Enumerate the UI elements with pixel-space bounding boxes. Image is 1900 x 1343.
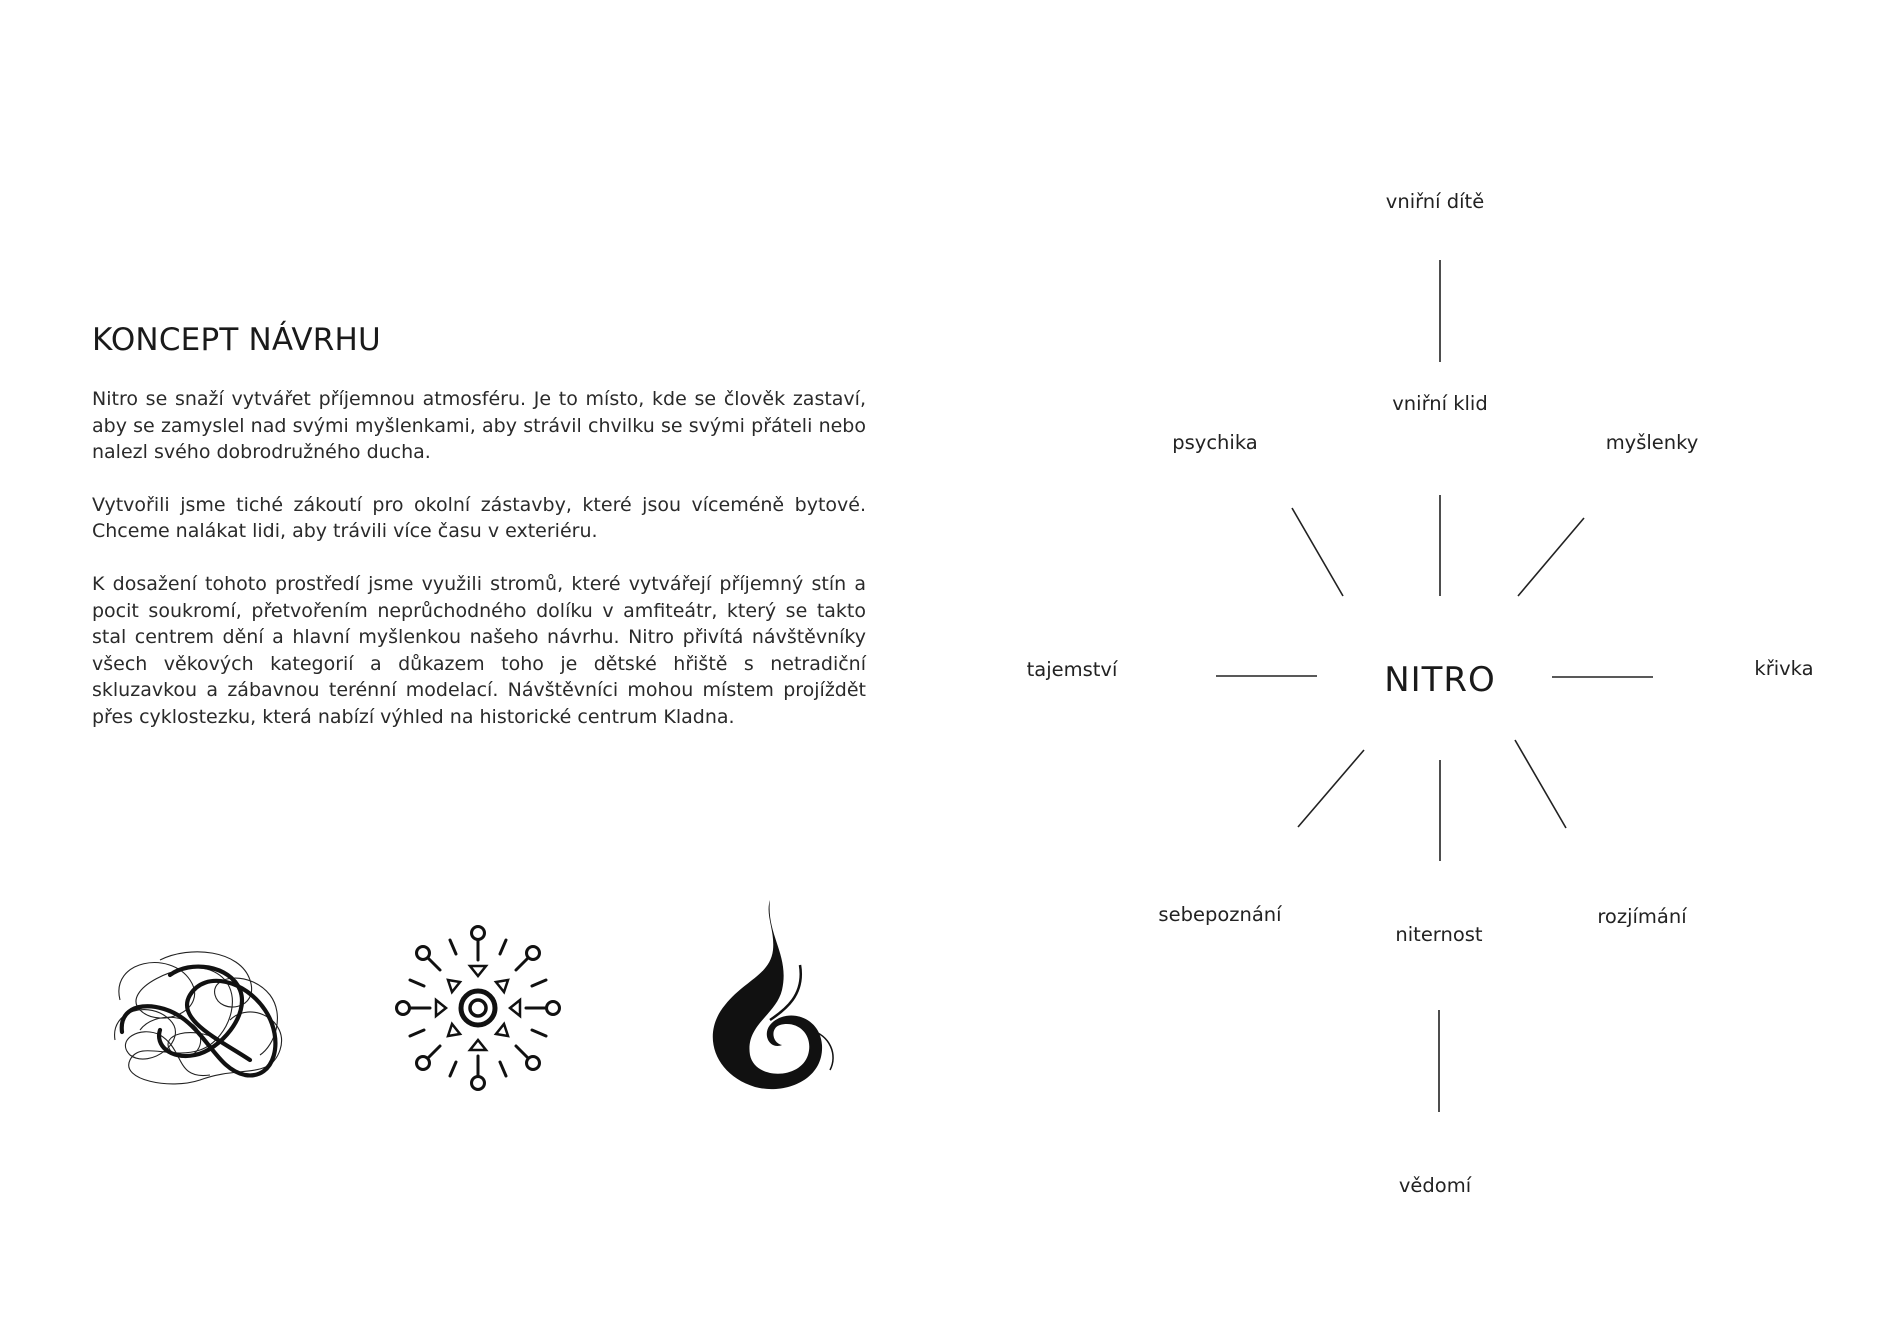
page-title: KONCEPT NÁVRHU [92, 322, 381, 358]
label-vnitrni-klid: vniřní klid [1392, 392, 1488, 415]
label-vnitrni-dite: vniřní dítě [1385, 190, 1485, 213]
label-tajemstvi: tajemství [1026, 658, 1118, 681]
spoke-upper-left [1292, 508, 1343, 596]
label-psychika: psychika [1172, 431, 1258, 454]
paragraph-1: Nitro se snaží vytvářet příjemnou atmosféru. Je to místo, kde se člověk zastaví, aby se zamyslel nad svými myšlenkami, aby strávil chvilku se svými přáteli nebo nalezl svého dobrodružného ducha. [92, 388, 866, 464]
center-label: NITRO [1384, 660, 1496, 700]
label-sebepoznani: sebepoznání [1158, 903, 1282, 926]
label-krivka: křivka [1754, 657, 1814, 680]
label-vedomi: vědomí [1398, 1174, 1472, 1197]
paragraph-3: K dosažení tohoto prostředí jsme využili stromů, které vytvářejí příjemný stín a pocit soukromí, přetvořením neprůchodného dolíku v amfiteátr, který se takto stal centrem dění a hlavní myšlenkou našeho návrhu. Nitro přivítá návštěvníky všech věkových kategorií a důkazem toho je dětské hřiště s netradiční skluzavkou a zábavnou terénní modelací. Návštěvníci mohou místem projíždět přes cyklostezku, která nabízí výhled na historické centrum Kladna. [92, 572, 866, 728]
label-niternost: niternost [1395, 923, 1483, 946]
paragraph-2: Vytvořili jsme tiché zákoutí pro okolní zástavby, které jsou víceméně bytové. Chceme nalákat lidi, aby trávili více času v exteriéru. [92, 493, 866, 543]
spoke-lower-left [1298, 750, 1364, 827]
label-myslenky: myšlenky [1605, 431, 1699, 454]
label-rozjimani: rozjímání [1597, 905, 1687, 928]
spoke-upper-right [1518, 518, 1584, 596]
spoke-lower-right [1515, 740, 1566, 828]
